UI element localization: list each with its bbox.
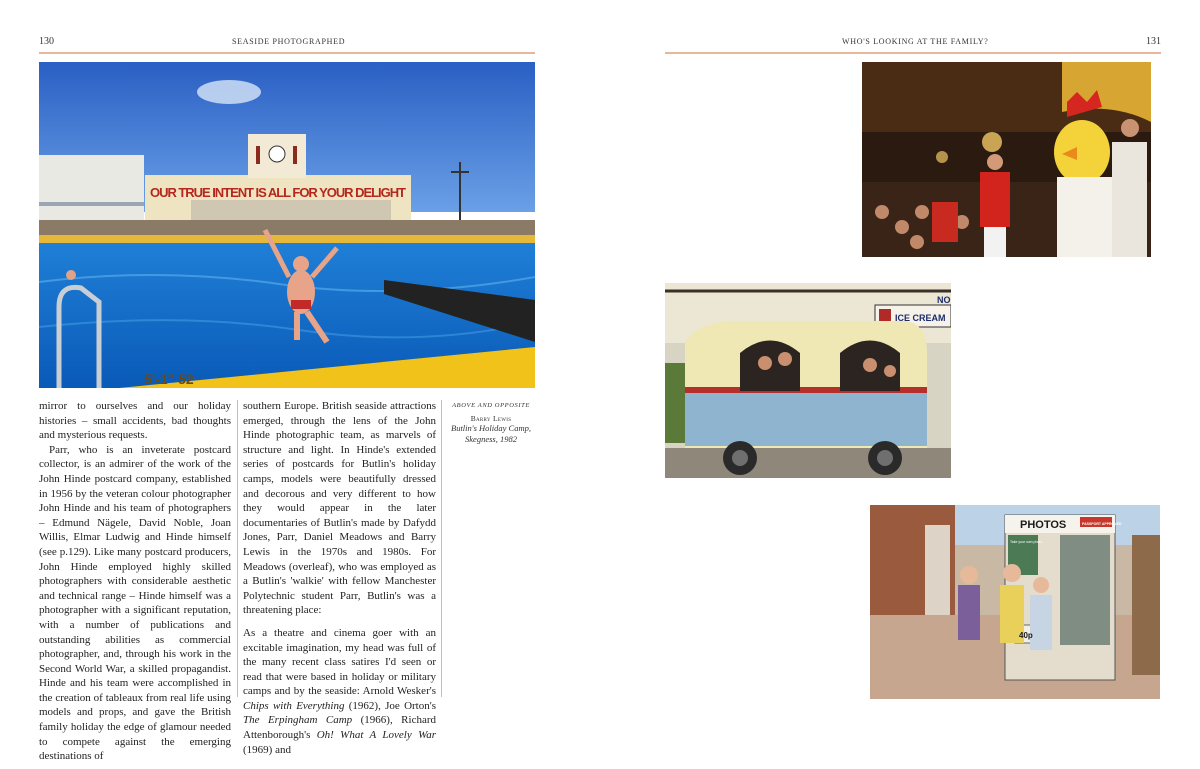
right-header-rule: [665, 52, 1161, 54]
photobooth-photo: [870, 505, 1160, 699]
column1-paragraph: mirror to ourselves and our holiday histories – small accidents, bad thoughts and mysterious requests.: [39, 400, 231, 442]
booth-panel-text: Take your own photo: [1010, 540, 1043, 544]
passport-badge: PASSPORT APPROVED: [1082, 522, 1122, 526]
body-column-2: [243, 399, 436, 757]
road-train-photo: [665, 283, 951, 478]
right-running-head: WHO'S LOOKING AT THE FAMILY?: [842, 37, 989, 46]
ice-cream-sign: ICE CREAM: [895, 313, 946, 323]
pool-sign-text: OUR TRUE INTENT IS ALL FOR YOUR DELIGHT: [150, 185, 406, 200]
pool-depth-marker: 5'-1" 52: [144, 371, 194, 387]
right-page-number: 131: [1146, 36, 1161, 47]
column2-paragraph: southern Europe. British seaside attractions emerged, through the lens of the John Hinde photographic team, as marvels of structure and light. In Hinde's extended series of postcards for Butlin's holiday camps, models were beautifully dressed and decorous and very different to how they would appear in the later documentaries of Butlin's made by Dafydd Jones, Parr, Daniel Meadows and Barry Lewis in the 1970s and 1980s. For Meadows (overleaf), who was employed as a Butlin's 'walkie' with fellow Manchester Polytechnic student Parr, Butlin's was a threatening place:: [243, 400, 436, 617]
body-column-1: [39, 399, 231, 764]
left-running-head: SEASIDE PHOTOGRAPHED: [232, 37, 346, 46]
caption-photographer: Barry Lewis: [470, 414, 512, 423]
left-page-number: 130: [39, 36, 54, 47]
pool-photo: [39, 62, 535, 388]
booth-price: 40p: [1019, 631, 1033, 640]
column-divider: [237, 400, 238, 697]
left-header-rule: [39, 52, 535, 54]
photos-sign: PHOTOS: [1020, 519, 1067, 531]
ballroom-photo: [862, 62, 1151, 257]
column1-paragraph: Parr, who is an inveterate postcard collector, is an admirer of the work of the John Hinde postcard company, established in 1956 by the veteran colour photographer John Hinde and his team of photographers – Edmund Nägele, David Noble, Joan Willis, Elmar Ludwig and Hinde himself (see p.129). Like many postcard producers, John Hinde employed highly skilled photographers with considerable aesthetic and technical range – Hinde himself was a photographer with a significant reputation, with a number of publications and outstanding abilities as commercial photographer, and, through his work in the Second World War, a skilled propagandist. Hinde and his team were accomplished in the creation of tableaux from real life using models and props, and gave the British family holiday the edge of glamour needed to compete against the emerging destinations of: [39, 443, 231, 763]
caption-title: Butlin's Holiday Camp, Skegness, 1982: [451, 423, 531, 444]
photo-caption: [449, 402, 533, 445]
column-divider: [441, 400, 442, 697]
column2-quote: As a theatre and cinema goer with an excitable imagination, my head was full of the many recent class satires I'd seen or read that were based in holiday or military camps and by the seaside: Arnold Wesker's Chips with Everything (1962), Joe Orton's The Erpingham Camp (1966), Richard Attenborough's Oh! What A Lovely War (1969) and: [243, 626, 436, 756]
partial-sign: NO: [937, 295, 951, 305]
caption-label: ABOVE AND OPPOSITE: [452, 402, 530, 409]
